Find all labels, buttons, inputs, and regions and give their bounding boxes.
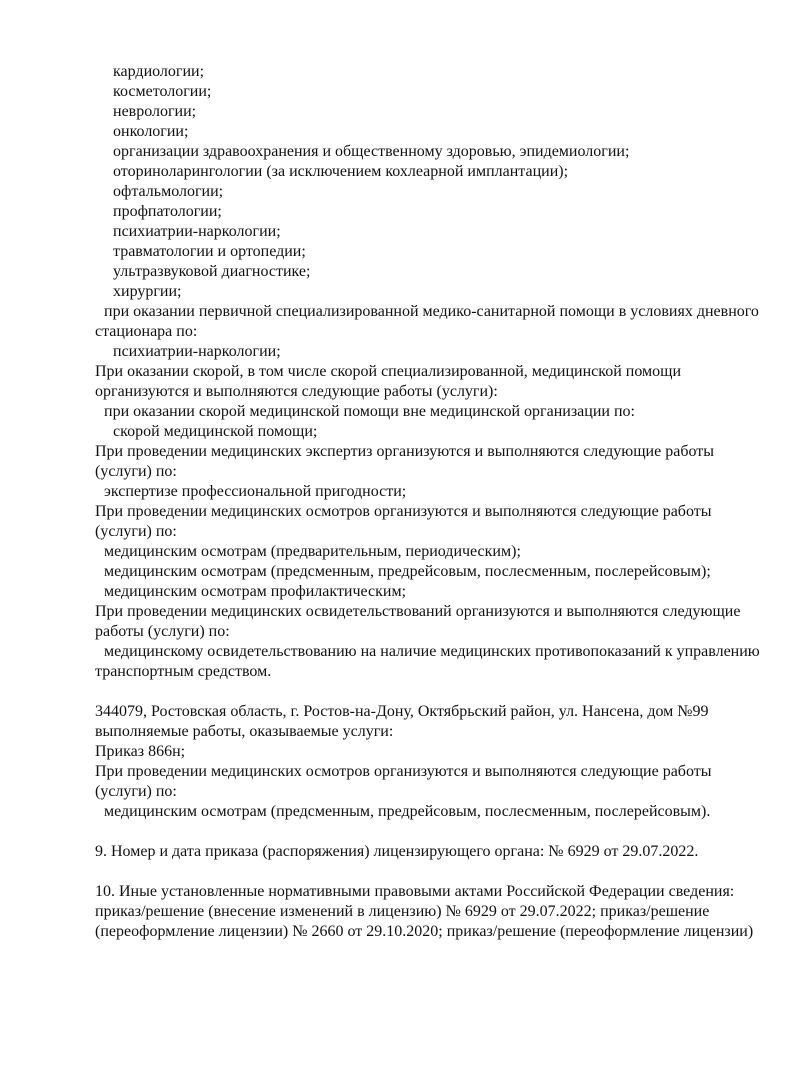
blank-line [95,822,782,842]
document-line: организуются и выполняются следующие работы (услуги): [95,383,498,400]
document-line: скорой медицинской помощи; [113,423,318,440]
document-line: неврологии; [113,103,197,120]
document-line: ультразвуковой диагностике; [113,263,311,280]
document-line: Приказ 866н; [95,743,186,760]
blank-line [95,862,782,882]
document-line: организации здравоохранения и общественному здоровью, эпидемиологии; [113,143,630,160]
blank-line [95,682,782,702]
document-line: оториноларингологии (за исключением кохлеарной имплантации); [113,163,569,180]
document-line: (услуги) по: [95,523,177,540]
document-text-block [95,62,782,942]
document-line: экспертизе профессиональной пригодности; [104,483,407,500]
document-line: (услуги) по: [95,463,177,480]
document-line: при оказании скорой медицинской помощи вне медицинской организации по: [104,403,635,420]
document-line: (переоформление лицензии) № 2660 от 29.10.2020; приказ/решение (переоформление лицензии) [95,923,754,940]
document-line: При проведении медицинских экспертиз организуются и выполняются следующие работы [95,443,714,460]
document-line: профпатологии; [113,203,222,220]
document-line: медицинскому освидетельствованию на наличие медицинских противопоказаний к управлению [104,643,760,660]
document-line: приказ/решение (внесение изменений в лицензию) № 6929 от 29.07.2022; приказ/решение [95,903,710,920]
document-line: 10. Иные установленные нормативными правовыми актами Российской Федерации сведения: [95,883,735,900]
document-line: травматологии и ортопедии; [113,243,306,260]
document-line: 344079, Ростовская область, г. Ростов-на-Дону, Октябрьский район, ул. Нансена, дом №99 [95,703,709,720]
document-line: хирургии; [113,283,182,300]
document-line: При проведении медицинских освидетельствований организуются и выполняются следующие [95,603,741,620]
document-line: При оказании скорой, в том числе скорой специализированной, медицинской помощи [95,363,682,380]
document-line: транспортным средством. [95,663,272,680]
document-line: кардиологии; [113,63,205,80]
document-line: косметологии; [113,83,212,100]
document-line: медицинским осмотрам (предсменным, предрейсовым, послесменным, послерейсовым). [104,803,711,820]
document-line: При проведении медицинских осмотров организуются и выполняются следующие работы [95,503,712,520]
document-line: психиатрии-наркологии; [113,343,281,360]
document-line: при оказании первичной специализированной медико-санитарной помощи в условиях дневного [104,303,759,320]
document-line: При проведении медицинских осмотров организуются и выполняются следующие работы [95,763,712,780]
document-line: офтальмологии; [113,183,224,200]
document-line: медицинским осмотрам (предсменным, предрейсовым, послесменным, послерейсовым); [104,563,711,580]
document-line: стационара по: [95,323,198,340]
document-line: медицинским осмотрам профилактическим; [104,583,407,600]
document-line: психиатрии-наркологии; [113,223,281,240]
document-line: (услуги) по: [95,783,177,800]
document-line: выполняемые работы, оказываемые услуги: [95,723,394,740]
document-line: 9. Номер и дата приказа (распоряжения) лицензирующего органа: № 6929 от 29.07.2022. [95,843,699,860]
document-line: онкологии; [113,123,189,140]
document-line: медицинским осмотрам (предварительным, периодическим); [104,543,521,560]
document-line: работы (услуги) по: [95,623,230,640]
